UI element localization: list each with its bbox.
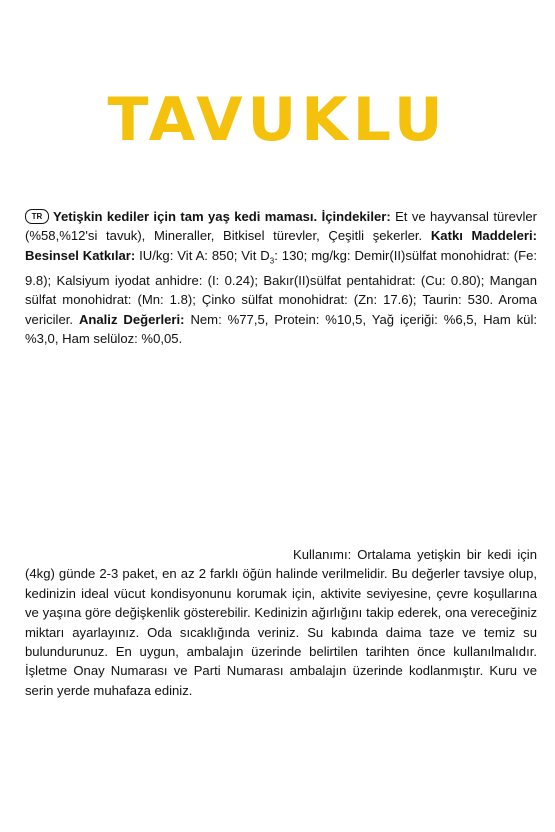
analysis-label: Analiz Değerleri: (78, 311, 185, 327)
nutritional-additives-label: Besinsel Katkılar: (25, 247, 136, 263)
analysis-text: Nem: %77,5, Protein: %10,5, Yağ içeriği: %6,5, Ham kül: %3,0, Ham selüloz: %0,05. (25, 311, 538, 347)
ingredients-text: Et ve hayvansal türevler (%58,%12'si tavuk), Mineraller, Bitkisel türevler, Çeşitli şekerler. (25, 209, 537, 244)
additives-text: IU/kg: Vit A: 850; Vit D (139, 247, 270, 263)
usage-block (25, 545, 537, 700)
usage-text: Kullanımı: Ortalama yetişkin bir kedi için (4kg) günde 2-3 paket, en az 2 farklı öğün halinde verilmelidir. Bu değerler tavsiye olup, kedinizin ideal vücut kondisyonunu korumak için, aktivite seviyesine, çevre koşullarına ve yaşına göre değişkenlik gösterebilir. Kedinizin ağırlığını takip ederek, ona vereceğiniz miktarı ayarlayınız. Oda sıcaklığında veriniz. Su kabında daima taze ve temiz su bulundurunuz. En uygun, ambalajın üzerinde belirtilen tarihten önce kullanılmalıdır. İşletme Onay Numarası ve Parti Numarası ambalajın üzerinde kodlanmıştır. Kuru ve serin yerde muhafaza ediniz. (25, 547, 537, 698)
product-title: TAVUKLU (107, 85, 448, 155)
ingredients-label: İçindekiler: (321, 209, 391, 224)
d3-subscript: 3 (269, 256, 275, 266)
additives-label: Katkı Maddeleri: (430, 228, 537, 244)
additives-text-cont: : 130; mg/kg: Demir(II)sülfat monohidrat: (Fe: 9.8); Kalsiyum iyodat anhidre: (I: 0.24); Bakır(II)sülfat pentahidrat: (Cu: 0.80); Mangan sülfat monohidrat: (Mn: 1.8); Çinko sülfat monohidrat: (Zn: 17.6); Taurin: 530. Aroma vericiler. (25, 247, 537, 327)
product-description: Yetişkin kediler için tam yaş kedi maması. (53, 209, 318, 224)
language-badge: TR (25, 209, 49, 224)
ingredients-block (25, 207, 537, 348)
